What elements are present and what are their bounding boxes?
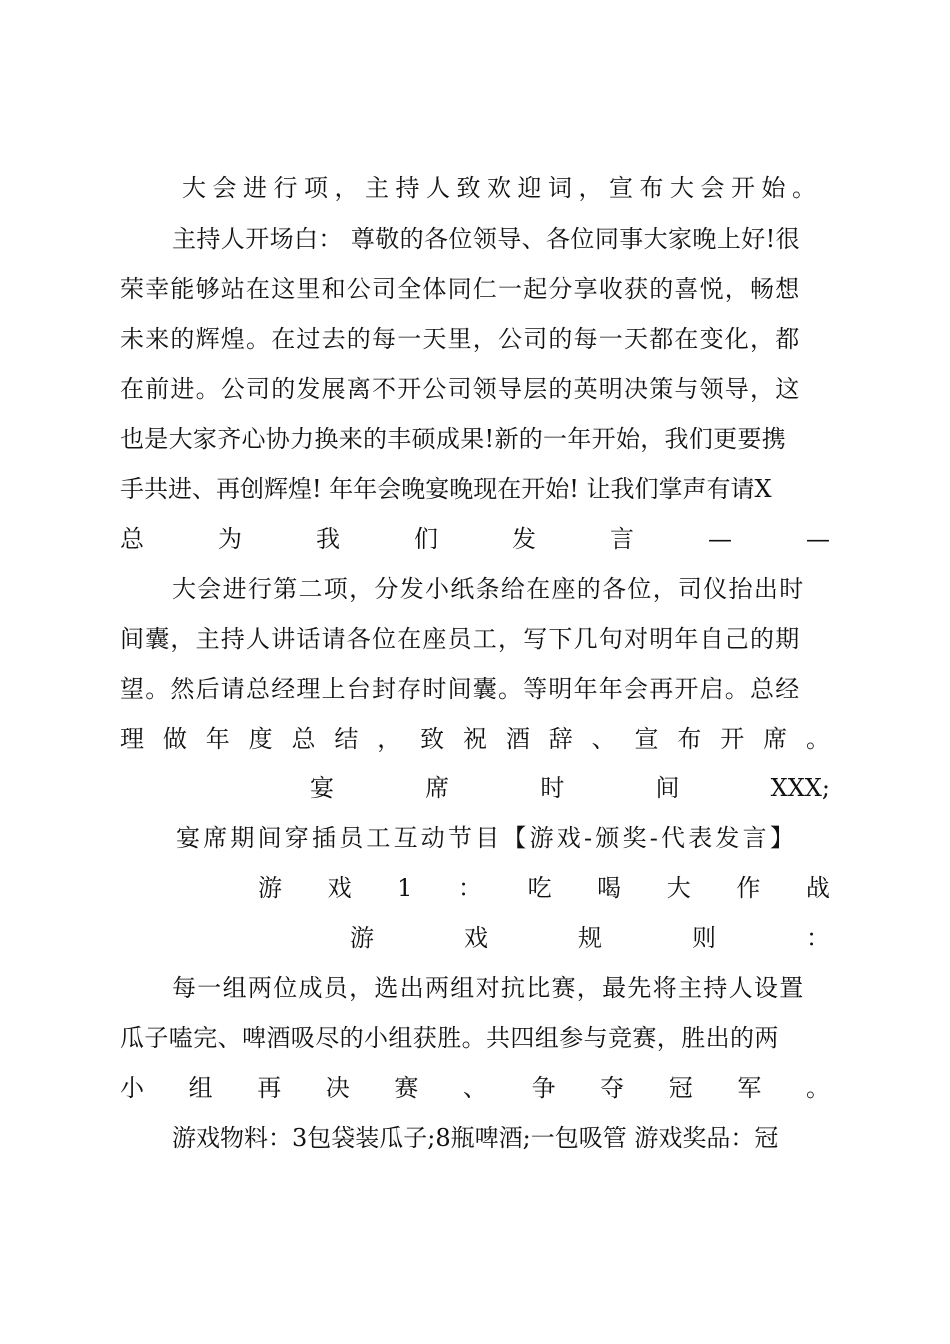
line-12-char: 。 [806, 725, 830, 753]
line-16-char: 规 [578, 924, 602, 952]
line-12-char: 理 [120, 725, 144, 753]
line-12-char: 宣 [634, 725, 659, 753]
line-19-char: 。 [805, 1074, 830, 1102]
line-19-char: 夺 [600, 1074, 625, 1102]
line-1-text: 大会进行项，主持人致欢迎词，宣布大会开始。 [182, 174, 823, 202]
line-12-char: 、 [591, 725, 616, 753]
line-7-text: 手共进、再创辉煌! 年年会晚宴晚现在开始! 让我们掌声有请X [120, 475, 772, 503]
line-14-text: 宴席期间穿插员工互动节目【游戏-颁奖-代表发言】 [176, 824, 798, 852]
line-12-char: 席 [763, 725, 788, 753]
line-19-char: 决 [325, 1074, 350, 1102]
text-line-14 [176, 818, 830, 858]
line-13-char: 间 [655, 774, 680, 802]
line-13-char: 时 [540, 774, 565, 802]
text-line-1 [182, 168, 830, 208]
line-12-char: 度 [248, 725, 273, 753]
line-8-char: — [806, 525, 830, 553]
text-line-6 [120, 419, 830, 459]
line-8-char: 总 [120, 525, 144, 553]
line-17-text: 每一组两位成员，选出两组对抗比赛，最先将主持人设置 [172, 974, 805, 1002]
line-19-char: 、 [462, 1074, 487, 1102]
line-12-char: ， [377, 725, 402, 753]
text-line-18 [120, 1018, 830, 1058]
line-13-char: XXX; [770, 774, 830, 802]
text-line-11 [120, 669, 830, 709]
text-line-7 [120, 469, 830, 509]
line-8-char: 言 [610, 525, 634, 553]
line-15-char: ： [458, 874, 483, 902]
line-16-char: 则 [692, 924, 716, 952]
line-12-char: 年 [205, 725, 230, 753]
line-12-char: 开 [720, 725, 745, 753]
line-8-char: 我 [316, 525, 340, 553]
text-line-4 [120, 319, 830, 359]
line-6-text: 也是大家齐心协力换来的丰硕成果!新的一年开始，我们更要携 [120, 425, 787, 453]
line-15-char: 大 [666, 874, 691, 902]
line-16-char: ： [806, 924, 830, 952]
line-15-char: 戏 [327, 874, 352, 902]
text-line-17 [120, 968, 830, 1008]
line-19-char: 争 [531, 1074, 556, 1102]
text-line-5 [120, 369, 830, 409]
text-line-15 [258, 868, 830, 908]
line-15-char: 作 [736, 874, 761, 902]
line-12-char: 做 [162, 725, 187, 753]
line-12-char: 致 [420, 725, 445, 753]
line-15-char: 喝 [597, 874, 622, 902]
line-19-char: 冠 [668, 1074, 693, 1102]
line-13-char: 席 [425, 774, 450, 802]
line-18-text: 瓜子嗑完、啤酒吸尽的小组获胜。共四组参与竞赛，胜出的两 [120, 1024, 779, 1052]
line-8-char: — [708, 525, 732, 553]
line-12-char: 酒 [505, 725, 530, 753]
line-19-char: 赛 [394, 1074, 419, 1102]
text-line-20 [120, 1118, 830, 1158]
line-16-char: 游 [350, 924, 374, 952]
line-16-char: 戏 [464, 924, 488, 952]
line-8-char: 们 [414, 525, 438, 553]
line-15-char: 战 [805, 874, 830, 902]
line-12-char: 祝 [463, 725, 487, 753]
line-11-text: 望。然后请总经理上台封存时间囊。等明年年会再开启。总经 [120, 675, 801, 703]
text-line-8 [120, 519, 830, 559]
text-line-9 [120, 569, 830, 609]
text-line-12 [120, 719, 830, 759]
text-line-3 [120, 269, 830, 309]
line-13-char: 宴 [310, 774, 334, 802]
line-12-char: 总 [291, 725, 316, 753]
line-19-char: 军 [737, 1074, 762, 1102]
line-19-char: 小 [120, 1074, 144, 1102]
line-5-text: 在前进。公司的发展离不开公司领导层的英明决策与领导，这 [120, 375, 801, 403]
line-15-char: 吃 [527, 874, 552, 902]
line-12-char: 布 [677, 725, 702, 753]
text-line-10 [120, 619, 830, 659]
text-line-13 [310, 768, 830, 808]
text-line-19 [120, 1068, 830, 1108]
line-15-char: 游 [258, 874, 282, 902]
line-15-char: 1 [397, 874, 413, 902]
line-20-text: 游戏物料：3包袋装瓜子;8瓶啤酒;一包吸管 游戏奖品：冠 [172, 1124, 779, 1152]
line-19-char: 再 [257, 1074, 282, 1102]
line-3-text: 荣幸能够站在这里和公司全体同仁一起分享收获的喜悦，畅想 [120, 275, 801, 303]
text-line-16 [350, 918, 830, 958]
line-2-text: 主持人开场白： 尊敬的各位领导、各位同事大家晚上好!很 [172, 225, 801, 253]
line-19-char: 组 [188, 1074, 213, 1102]
line-8-char: 为 [218, 525, 242, 553]
line-4-text: 未来的辉煌。在过去的每一天里，公司的每一天都在变化，都 [120, 325, 801, 353]
text-line-2 [120, 219, 830, 259]
line-10-text: 间囊，主持人讲话请各位在座员工，写下几句对明年自己的期 [120, 625, 801, 653]
line-12-char: 辞 [548, 725, 573, 753]
line-12-char: 结 [334, 725, 359, 753]
line-8-char: 发 [512, 525, 536, 553]
line-9-text: 大会进行第二项，分发小纸条给在座的各位，司仪抬出时 [172, 575, 805, 603]
